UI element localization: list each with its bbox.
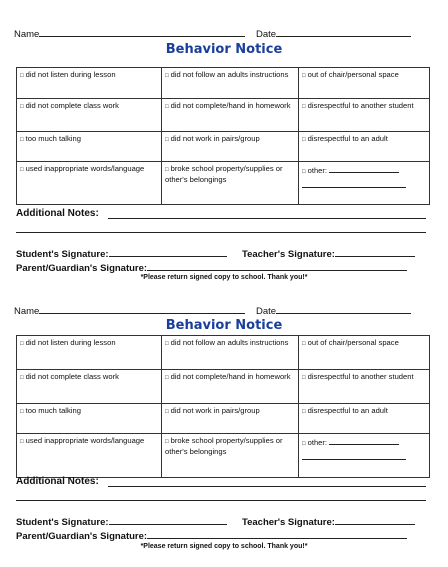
checkbox-icon[interactable]: □ (165, 73, 169, 79)
checkbox-icon[interactable]: □ (302, 104, 306, 110)
teacher-signature-field[interactable]: Teacher's Signature: (242, 514, 415, 528)
behavior-notice-2 (0, 277, 448, 567)
checklist-item[interactable]: □ too much talking (17, 404, 162, 434)
checklist-item[interactable]: □ did not complete/hand in homework (162, 99, 299, 132)
checkbox-icon[interactable]: □ (20, 341, 24, 347)
checklist-item-other[interactable]: □ other: (299, 434, 430, 478)
table-row (17, 162, 430, 205)
other-field[interactable] (329, 164, 399, 173)
checkbox-icon[interactable]: □ (302, 409, 306, 415)
checkbox-icon[interactable]: □ (165, 375, 169, 381)
checklist-item[interactable]: □ broke school property/supplies or other's belongings (162, 162, 299, 205)
checklist-item[interactable]: □ did not follow an adults instructions (162, 68, 299, 99)
checklist-item-other[interactable]: □ other: (299, 162, 430, 205)
student-signature-field[interactable]: Student's Signature: (16, 246, 227, 260)
additional-notes-label: Additional Notes: (16, 208, 99, 219)
checkbox-icon[interactable]: □ (165, 409, 169, 415)
checklist-item[interactable]: □ did not listen during lesson (17, 336, 162, 370)
notice-title: Behavior Notice (165, 42, 283, 57)
checkbox-icon[interactable]: □ (302, 441, 306, 447)
teacher-signature-field[interactable]: Teacher's Signature: (242, 246, 415, 260)
checklist-item[interactable]: □ did not listen during lesson (17, 68, 162, 99)
name-field[interactable] (14, 26, 245, 40)
table-row (17, 336, 430, 370)
table-row (17, 370, 430, 404)
checkbox-icon[interactable]: □ (165, 341, 169, 347)
checkbox-icon[interactable]: □ (165, 104, 169, 110)
table-row (17, 434, 430, 478)
checkbox-icon[interactable]: □ (20, 375, 24, 381)
checkbox-icon[interactable]: □ (302, 375, 306, 381)
checklist-item[interactable]: □ disrespectful to another student (299, 370, 430, 404)
checklist-item[interactable]: □ disrespectful to an adult (299, 404, 430, 434)
checklist-item[interactable]: □ did not follow an adults instructions (162, 336, 299, 370)
checklist-item[interactable]: □ did not work in pairs/group (162, 404, 299, 434)
parent-signature-field[interactable]: Parent/Guardian's Signature: (16, 260, 407, 274)
checklist-item[interactable]: □ did not complete class work (17, 99, 162, 132)
other-field[interactable] (329, 436, 399, 445)
checkbox-icon[interactable]: □ (302, 169, 306, 175)
additional-notes-line-2[interactable] (16, 232, 426, 233)
checkbox-icon[interactable]: □ (302, 73, 306, 79)
checklist-item[interactable]: □ did not complete class work (17, 370, 162, 404)
additional-notes-label: Additional Notes: (16, 476, 99, 487)
date-field[interactable] (256, 26, 411, 40)
table-row (17, 68, 430, 99)
checklist-item[interactable]: □ disrespectful to another student (299, 99, 430, 132)
checklist-item[interactable]: □ too much talking (17, 132, 162, 162)
additional-notes-line-1[interactable] (108, 218, 426, 219)
checkbox-icon[interactable]: □ (302, 341, 306, 347)
checklist-item[interactable]: □ did not complete/hand in homework (162, 370, 299, 404)
return-instruction: *Please return signed copy to school. Thank you!* (140, 543, 308, 550)
other-field-line-2[interactable] (302, 179, 406, 188)
checkbox-icon[interactable]: □ (20, 439, 24, 445)
checkbox-icon[interactable]: □ (20, 409, 24, 415)
notice-title: Behavior Notice (165, 318, 283, 333)
parent-signature-field[interactable]: Parent/Guardian's Signature: (16, 528, 407, 542)
student-signature-field[interactable]: Student's Signature: (16, 514, 227, 528)
checkbox-icon[interactable]: □ (20, 104, 24, 110)
name-label: Name (14, 29, 40, 40)
checklist-item[interactable]: □ did not work in pairs/group (162, 132, 299, 162)
checkbox-icon[interactable]: □ (20, 137, 24, 143)
checklist-item[interactable]: □ out of chair/personal space (299, 336, 430, 370)
table-row (17, 99, 430, 132)
checklist-item[interactable]: □ broke school property/supplies or other's belongings (162, 434, 299, 478)
date-field[interactable] (256, 303, 411, 317)
table-row (17, 404, 430, 434)
checklist-item[interactable]: □ disrespectful to an adult (299, 132, 430, 162)
behavior-checklist (16, 335, 430, 478)
checkbox-icon[interactable]: □ (302, 137, 306, 143)
additional-notes-line-1[interactable] (108, 486, 426, 487)
behavior-checklist (16, 67, 430, 205)
checkbox-icon[interactable]: □ (165, 167, 169, 173)
additional-notes-line-2[interactable] (16, 500, 426, 501)
checkbox-icon[interactable]: □ (20, 73, 24, 79)
checklist-item[interactable]: □ used inappropriate words/language (17, 162, 162, 205)
table-row (17, 132, 430, 162)
checkbox-icon[interactable]: □ (165, 439, 169, 445)
checkbox-icon[interactable]: □ (20, 167, 24, 173)
other-field-line-2[interactable] (302, 451, 406, 460)
checklist-item[interactable]: □ out of chair/personal space (299, 68, 430, 99)
checkbox-icon[interactable]: □ (165, 137, 169, 143)
name-label: Name (14, 306, 40, 317)
return-instruction: *Please return signed copy to school. Thank you!* (140, 274, 308, 281)
checklist-item[interactable]: □ used inappropriate words/language (17, 434, 162, 478)
date-label: Date (256, 306, 277, 317)
date-label: Date (256, 29, 277, 40)
name-field[interactable] (14, 303, 245, 317)
